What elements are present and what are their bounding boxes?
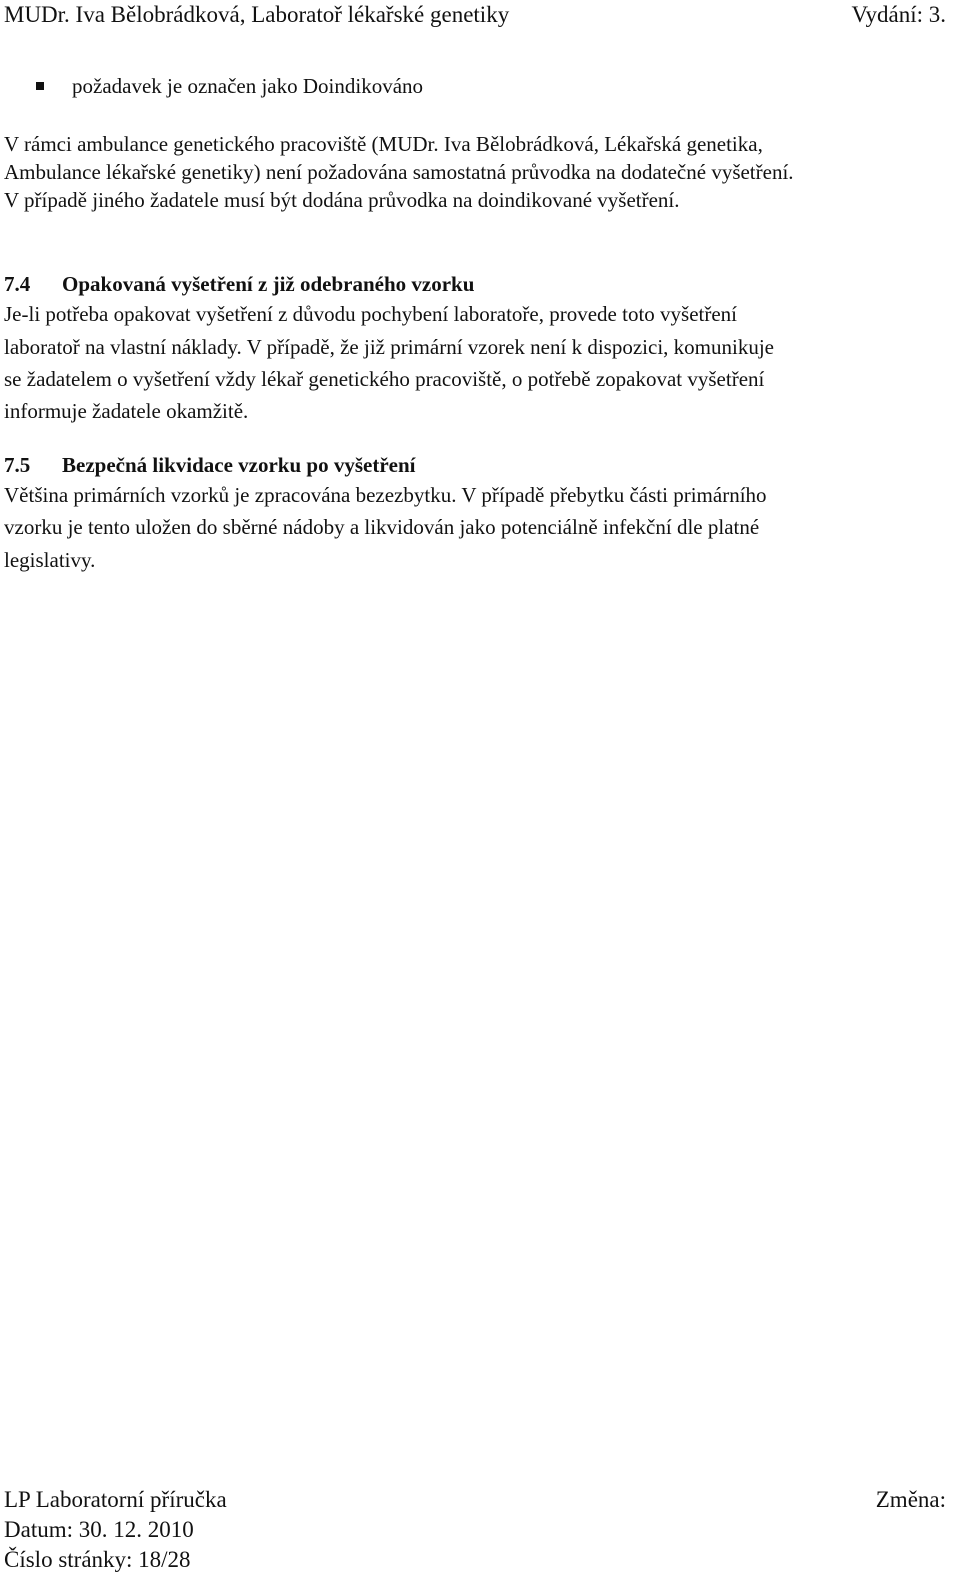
header-left-text: MUDr. Iva Bělobrádková, Laboratoř lékařské genetiky	[4, 2, 510, 27]
section-7-5-heading	[4, 451, 415, 479]
section-7-5-line-1: Většina primárních vzorků je zpracována bezezbytku. V případě přebytku části primárního	[4, 483, 767, 507]
bullet-text: požadavek je označen jako Doindikováno	[72, 74, 424, 98]
section-7-5-line-2: vzorku je tento uložen do sběrné nádoby a likvidován jako potenciálně infekční dle platné	[4, 515, 760, 539]
page-header	[4, 0, 946, 30]
square-bullet-icon	[36, 82, 44, 90]
header-edition: Vydání: 3.	[851, 2, 946, 27]
section-7-4-heading	[4, 270, 474, 298]
intro-line-3: V případě jiného žadatele musí být dodána průvodka na doindikované vyšetření.	[4, 188, 680, 212]
bullet-item	[36, 72, 423, 100]
section-7-4-title: Opakovaná vyšetření z již odebraného vzorku	[62, 272, 475, 296]
intro-line-2: Ambulance lékařské genetiky) není požadována samostatná průvodka na dodatečné vyšetření.	[4, 160, 794, 184]
page-footer	[4, 1485, 946, 1515]
section-7-5-title: Bezpečná likvidace vzorku po vyšetření	[62, 453, 416, 477]
section-7-4-line-4: informuje žadatele okamžitě.	[4, 399, 249, 423]
section-7-5-line-3: legislativy.	[4, 548, 96, 572]
section-7-4-line-2: laboratoř na vlastní náklady. V případě, že již primární vzorek není k dispozici, komunikuje	[4, 335, 774, 359]
intro-line-1: V rámci ambulance genetického pracoviště (MUDr. Iva Bělobrádková, Lékařská genetika,	[4, 132, 763, 156]
section-7-4-line-1: Je-li potřeba opakovat vyšetření z důvodu pochybení laboratoře, provede toto vyšetření	[4, 302, 738, 326]
footer-change-label: Změna:	[875, 1487, 946, 1512]
section-7-4-line-3: se žadatelem o vyšetření vždy lékař genetického pracoviště, o potřebě zopakovat vyšetření	[4, 367, 765, 391]
footer-date: Datum: 30. 12. 2010	[4, 1517, 194, 1542]
section-7-4-number: 7.4	[4, 272, 31, 296]
section-7-5-number: 7.5	[4, 453, 31, 477]
footer-page-number: Číslo stránky: 18/28	[4, 1547, 191, 1572]
footer-title: LP Laboratorní příručka	[4, 1487, 227, 1512]
